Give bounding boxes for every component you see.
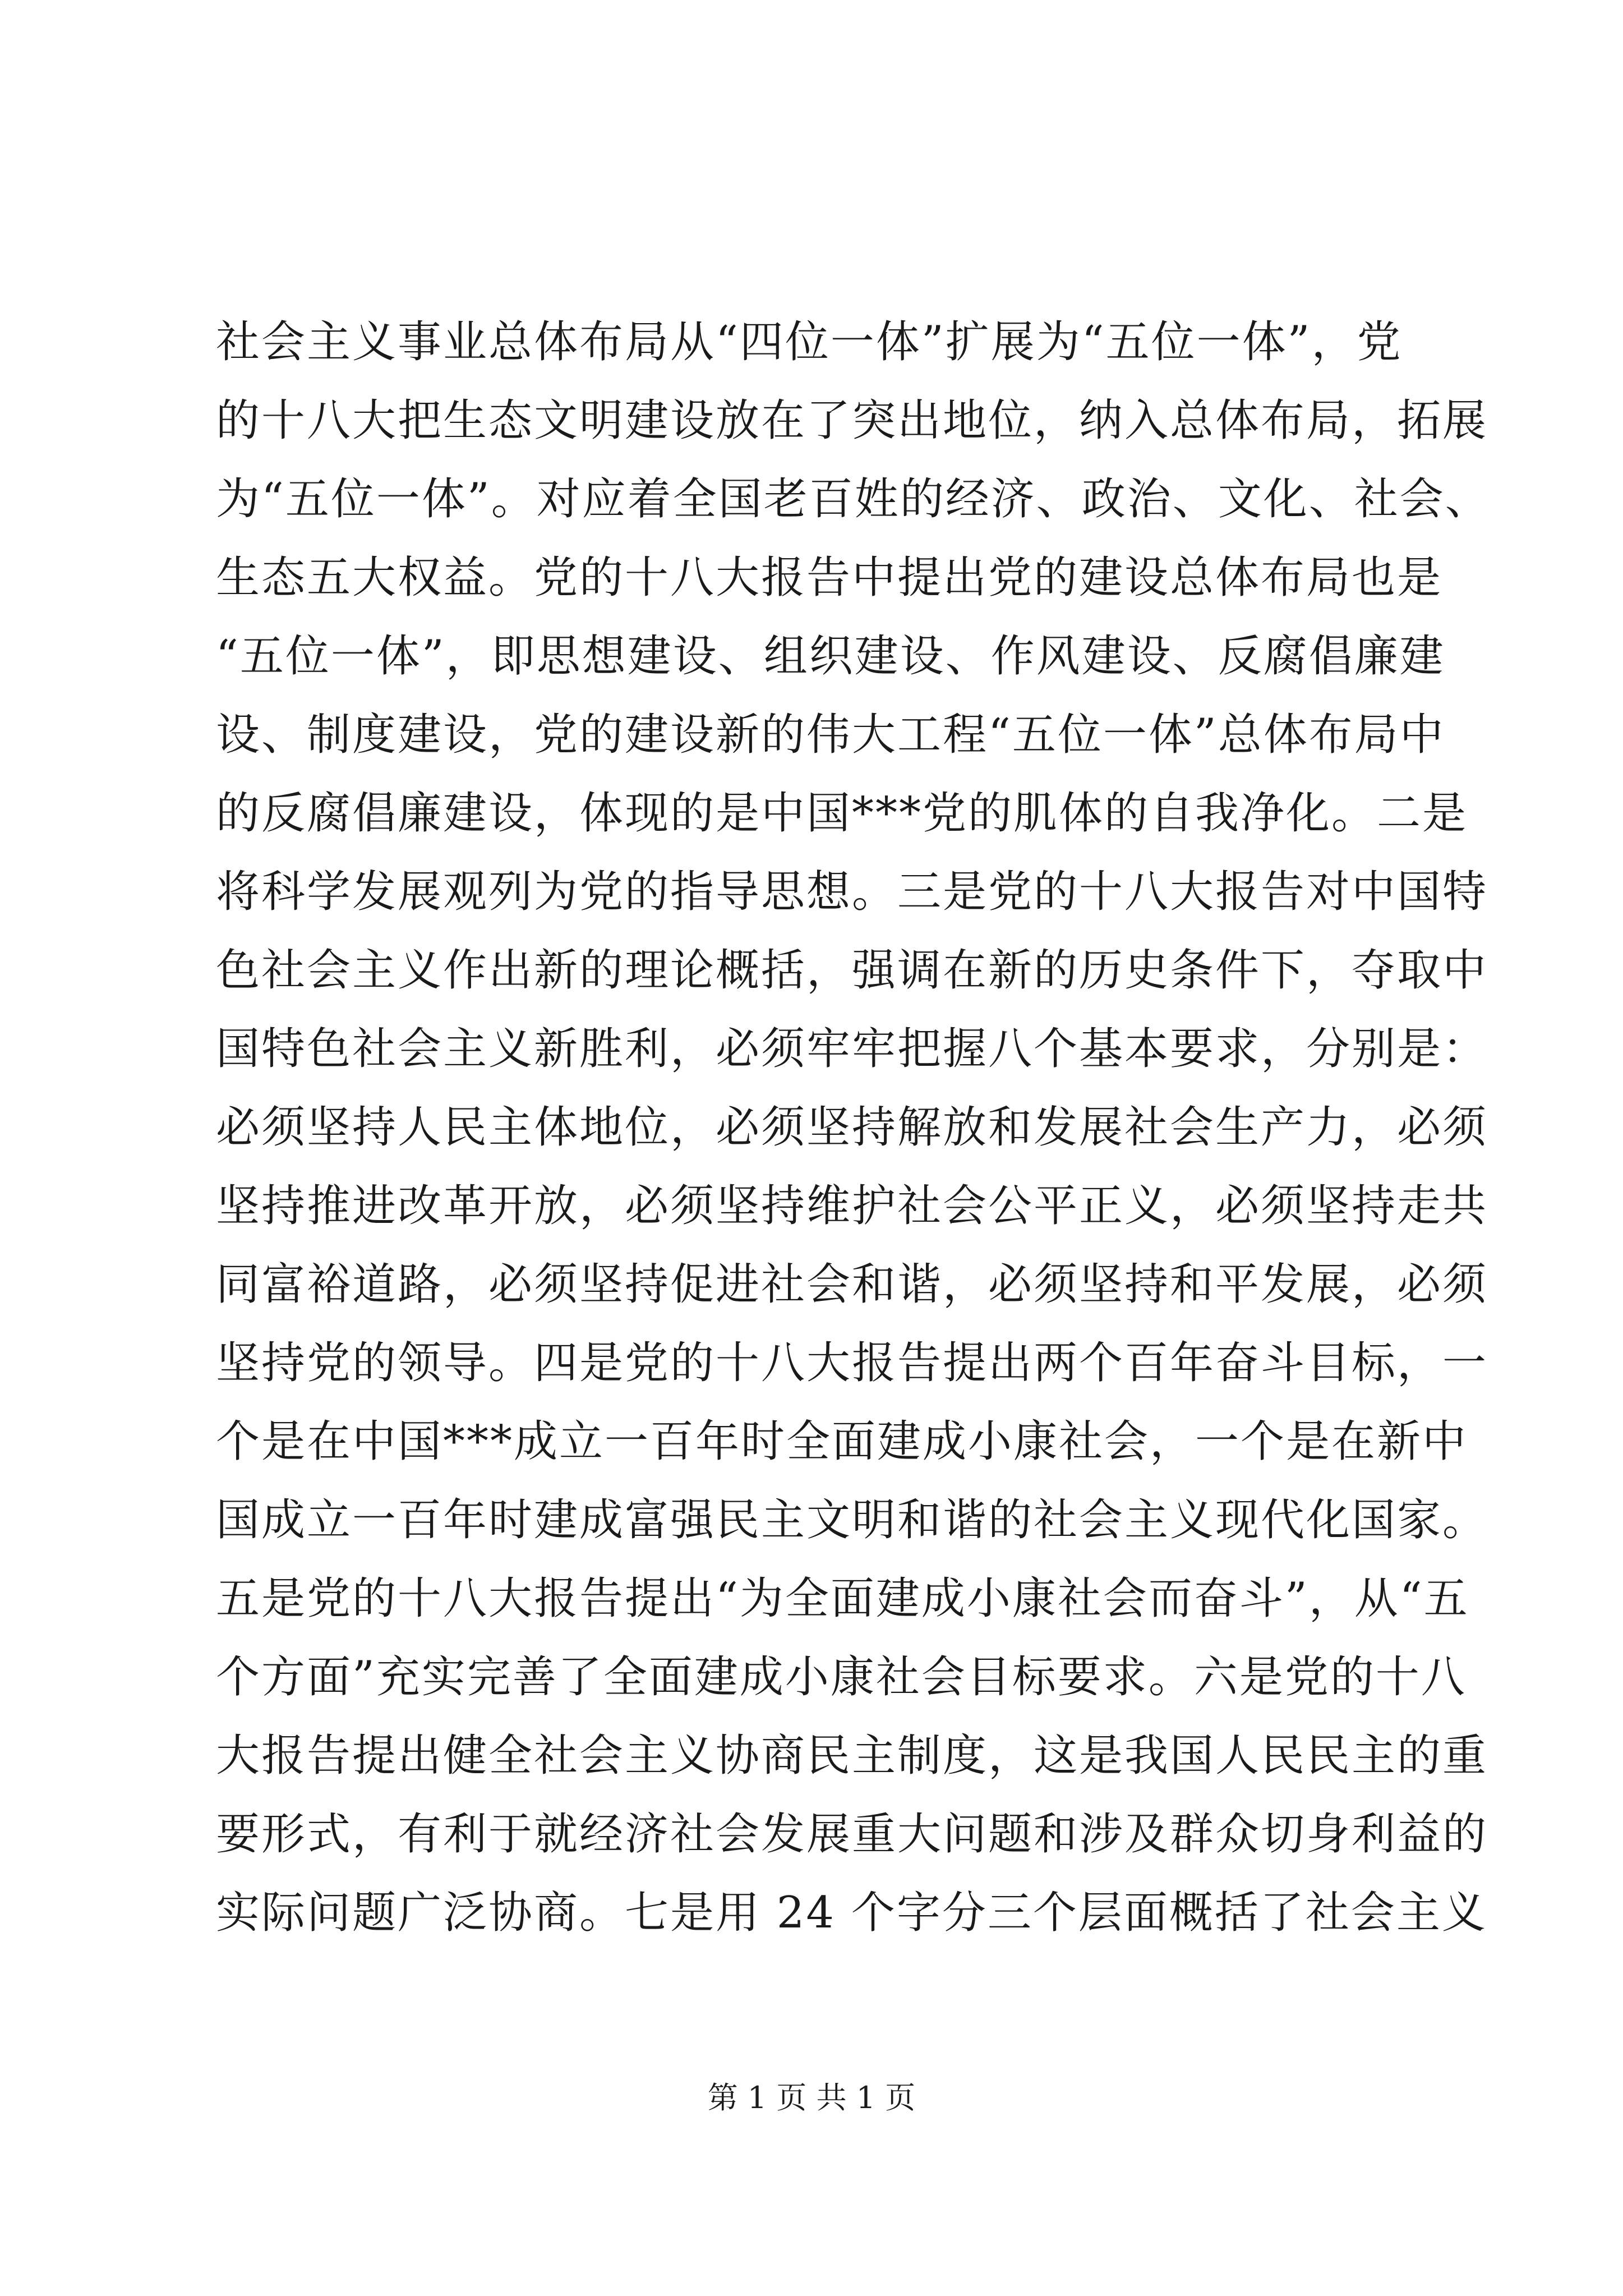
text-line: 为“五位一体”。对应着全国老百姓的经济、政治、文化、社会、 bbox=[216, 474, 1491, 524]
text-line: 坚持党的领导。四是党的十八大报告提出两个百年奋斗目标，一 bbox=[216, 1338, 1488, 1388]
text-line: 大报告提出健全社会主义协商民主制度，这是我国人民民主的重 bbox=[216, 1731, 1488, 1781]
text-line: 的反腐倡廉建设，体现的是中国***党的肌体的自我净化。二是 bbox=[216, 788, 1468, 839]
text-line: 必须坚持人民主体地位，必须坚持解放和发展社会生产力，必须 bbox=[216, 1102, 1488, 1153]
text-line: 国成立一百年时建成富强民主文明和谐的社会主义现代化国家。 bbox=[216, 1495, 1488, 1545]
text-line: 将科学发展观列为党的指导思想。三是党的十八大报告对中国特 bbox=[216, 867, 1488, 917]
text-line: 同富裕道路，必须坚持促进社会和谐，必须坚持和平发展，必须 bbox=[216, 1259, 1488, 1310]
text-line: 实际问题广泛协商。七是用 24 个字分三个层面概括了社会主义 bbox=[216, 1888, 1487, 1938]
page-footer bbox=[0, 2076, 1623, 2120]
text-line: 社会主义事业总体布局从“四位一体”扩展为“五位一体”，党 bbox=[216, 317, 1403, 367]
text-line: 生态五大权益。党的十八大报告中提出党的建设总体布局也是 bbox=[216, 553, 1443, 603]
text-line: 个方面”充实完善了全面建成小康社会目标要求。六是党的十八 bbox=[216, 1652, 1467, 1703]
body-text bbox=[216, 303, 1491, 1952]
text-line: 五是党的十八大报告提出“为全面建成小康社会而奋斗”，从“五 bbox=[216, 1573, 1469, 1624]
text-line: “五位一体”，即思想建设、组织建设、作风建设、反腐倡廉建 bbox=[216, 631, 1445, 682]
text-line: 色社会主义作出新的理论概括，强调在新的历史条件下，夺取中 bbox=[216, 945, 1488, 996]
text-line: 的十八大把生态文明建设放在了突出地位，纳入总体布局，拓展 bbox=[216, 395, 1488, 446]
text-line: 坚持推进改革开放，必须坚持维护社会公平正义，必须坚持走共 bbox=[216, 1181, 1488, 1231]
text-line: 设、制度建设，党的建设新的伟大工程“五位一体”总体布局中 bbox=[216, 710, 1445, 760]
page-number: 第 1 页 共 1 页 bbox=[707, 2080, 916, 2115]
text-line: 要形式，有利于就经济社会发展重大问题和涉及群众切身利益的 bbox=[216, 1809, 1488, 1860]
text-line: 个是在中国***成立一百年时全面建成小康社会，一个是在新中 bbox=[216, 1416, 1468, 1467]
text-line: 国特色社会主义新胜利，必须牢牢把握八个基本要求，分别是： bbox=[216, 1024, 1488, 1074]
